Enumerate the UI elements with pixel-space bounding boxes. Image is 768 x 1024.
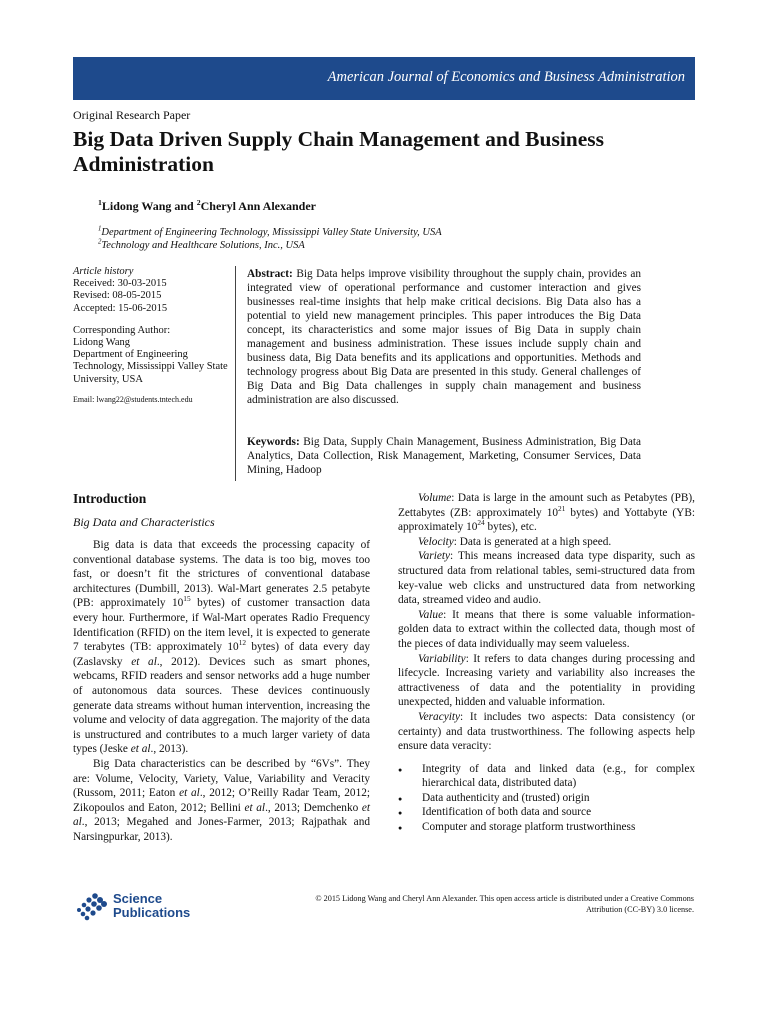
publisher-logo — [73, 890, 203, 926]
list-item: ● Data authenticity and (trusted) origin — [398, 791, 695, 806]
accepted-date: Accepted: 15-06-2015 — [73, 302, 168, 314]
author-1-sup: 1 — [98, 198, 102, 207]
list-item: ● Identification of both data and source — [398, 805, 695, 820]
paper-type: Original Research Paper — [73, 108, 191, 122]
corresponding-dept: Department of Engineering Technology, Mississippi Valley State University, USA — [73, 349, 228, 385]
velocity-paragraph: Velocity: Data is generated at a high speed. — [418, 535, 612, 548]
corresponding-email[interactable]: Email: lwang22@students.tntech.edu — [73, 394, 193, 404]
abstract-label: Abstract: — [247, 268, 293, 280]
keywords — [247, 435, 641, 477]
publisher-swoosh-icon — [73, 890, 109, 926]
variability-paragraph: Variability: It refers to data changes during processing and lifecycle. Increasing variety and variability also increases the attractiveness of data and the potentiality in providing unexpected, hidden and valuable information. — [398, 652, 695, 709]
list-item: ● Integrity of data and linked data (e.g., for complex hierarchical data, distributed data) — [398, 762, 695, 791]
left-column — [73, 538, 370, 844]
paper-title: Big Data Driven Supply Chain Management and Business Administration — [73, 127, 605, 176]
corresponding-label: Corresponding Author: — [73, 324, 171, 336]
veracity-bullet-list — [398, 762, 695, 835]
corresponding-name: Lidong Wang — [73, 337, 130, 349]
volume-paragraph: Volume: Data is large in the amount such as Petabytes (PB), Zettabytes (ZB: approximately $10^{21}$ bytes) and Yottabyte (YB: approximately $10^{24}$ bytes), etc. — [398, 492, 695, 534]
author-list — [98, 199, 316, 214]
intro-subheading: Big Data and Characteristics — [73, 515, 215, 529]
list-item: ● Computer and storage platform trustworthiness — [398, 820, 695, 835]
keywords-text: Big Data, Supply Chain Management, Business Administration, Big Data Analytics, Data Collection, Risk Management, Marketing, Consumer Services, Data Mining, Hadoop — [247, 436, 641, 476]
intro-paragraph-2: Big Data characteristics can be described by “6Vs”. They are: Volume, Velocity, Variety, Value, Variability and Veracity (Russom, 2011; Eaton et al., 2012; O’Reilly Radar Team, 2012; Zikopoulos and Eaton, 2012; Bellini et al., 2013; Demchenko et al., 2013; Megahed and Jones-Farmer, 2013; Rajpathak and Narsingpurkar, 2013). — [73, 757, 371, 843]
value-paragraph: Value: It means that there is some valuable information-golden data to extract within the collected data, though most of the pieces of data individually may seem valueless. — [398, 608, 695, 650]
article-sidebar — [73, 266, 228, 406]
variety-paragraph: Variety: This means increased data type disparity, such as structured data from relational tables, semi-structured data from key-value web clicks and unstructured data from networking data, streamed video and audio. — [398, 550, 695, 607]
revised-date: Revised: 08-05-2015 — [73, 290, 162, 302]
history-label: Article history — [73, 266, 134, 277]
author-2: Cheryl Ann Alexander — [200, 199, 316, 213]
received-date: Received: 30-03-2015 — [73, 278, 167, 290]
abstract-text: Big Data helps improve visibility throughout the supply chain, provides an integrated view of operational performance and customer interaction and gives businesses real-time insights that help make critical decisions. Big Data also has a potential to yield new management principles. This paper introduces the Big Data concept, its characteristics and some major issues of Big Data in supply chain management and business administration. These issues include supply chain and business data, Big Data benefits and its applications and opportunities. Methods and technology progress about Big Data are presented in this study. General challenges of Big Data and Big Data challenges in supply chain management and business administration are also discussed. — [247, 268, 642, 406]
affiliations — [98, 226, 442, 252]
intro-heading: Introduction — [73, 491, 147, 506]
veracity-paragraph: Veracyity: It includes two aspects: Data consistency (or certainty) and data trustworthiness. The following aspects help ensure data veracity: — [398, 710, 695, 753]
author-1: Lidong Wang and — [101, 199, 197, 213]
sidebar-divider — [235, 266, 236, 481]
publisher-name: Science Publications — [113, 891, 191, 920]
right-column — [398, 491, 695, 835]
copyright-notice: © 2015 Lidong Wang and Cheryl Ann Alexander. This open access article is distributed under a Creative Commons Attribution (CC-BY) 3.0 license. — [315, 894, 694, 914]
journal-banner — [73, 57, 695, 100]
intro-paragraph-1: Big data is data that exceeds the processing capacity of conventional database systems. The data is too big, moves too fast, or doesn’t fit the strictures of conventional database architectures (Dumbill, 2013). Wal-Mart generates 2.5 petabyte (PB: approximately $10^{15}$ bytes) of customer transaction data every hour. Furthermore, if Wal-Mart operates Radio Frequency Identification (RFID) on the item level, it is expected to generate 7 terabytes (TB: approximately $10^{12}$ bytes) of data every day (Zaslavsky et al., 2012). Devices such as smart phones, webcams, RFID readers and sensor networks add a huge number of autonomous data sources. These devices continuously generate data streams without human intervention, increasing the volume and velocity of data aggregation. The majority of the data is unstructured and contributes to a much larger variety of data types (Jeske et al., 2013). — [73, 539, 370, 756]
affiliation-2: $^2$Technology and Healthcare Solutions, Inc., USA — [98, 238, 305, 251]
affiliation-1: $^1$Department of Engineering Technology, Mississippi Valley State University, USA — [98, 225, 442, 238]
abstract — [247, 267, 641, 407]
keywords-label: Keywords: — [247, 436, 300, 448]
author-2-sup: 2 — [196, 198, 201, 207]
journal-name: American Journal of Economics and Business Administration — [327, 69, 685, 85]
